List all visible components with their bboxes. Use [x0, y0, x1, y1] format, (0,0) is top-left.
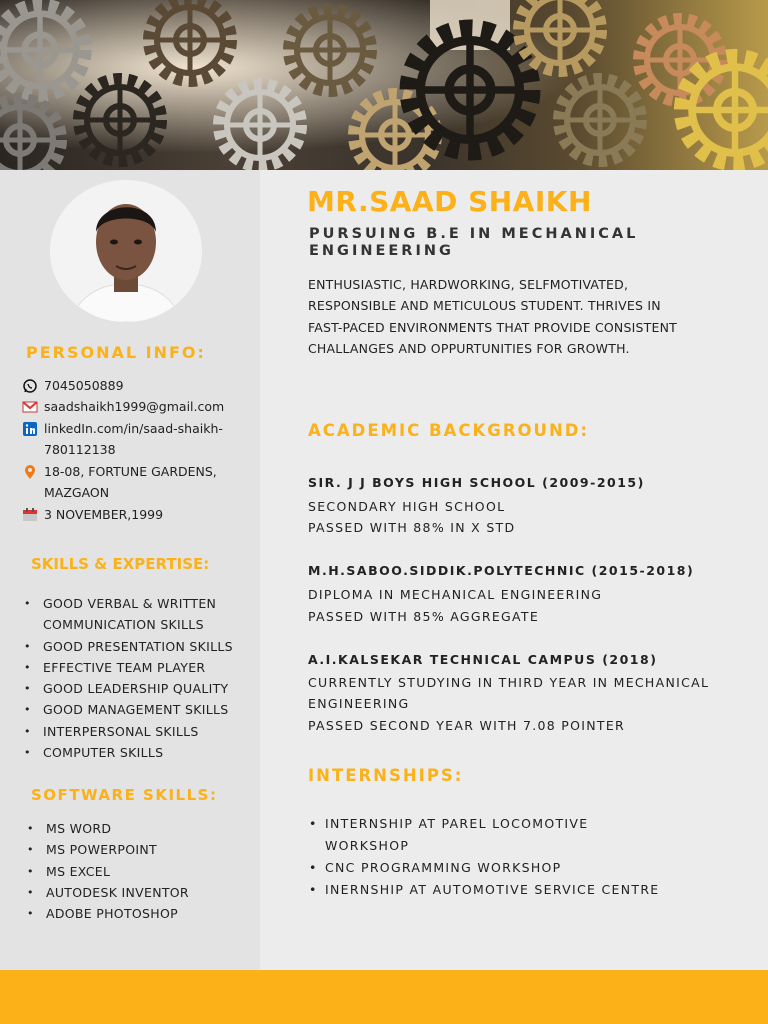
email-text: saadshaikh1999@gmail.com [44, 399, 225, 414]
linkedin-text-line1: linkedIn.com/in/saad-shaikh- [44, 421, 223, 436]
skill-item: • GOOD PRESENTATION SKILLS [43, 636, 233, 657]
education-detail: PASSED WITH 88% IN X STD [308, 520, 516, 535]
internship-item [325, 857, 660, 879]
education-detail: SECONDARY HIGH SCHOOL [308, 499, 506, 514]
location-pin-icon [22, 464, 38, 480]
skill-item: • EFFECTIVE TEAM PLAYER [43, 657, 233, 678]
education-title: M.H.SABOO.SIDDIK.POLYTECHNIC (2015-2018) [308, 563, 695, 578]
internship-item [325, 879, 660, 901]
header-banner-gears-image [0, 0, 768, 170]
skill-item: • GOOD MANAGEMENT SKILLS [43, 699, 233, 720]
software-item: • ADOBE PHOTOSHOP [46, 903, 189, 924]
calendar-icon [22, 507, 38, 523]
education-title: A.I.KALSEKAR TECHNICAL CAMPUS (2018) [308, 652, 658, 667]
profile-photo [50, 180, 202, 322]
internships-heading: INTERNSHIPS: [308, 766, 464, 785]
software-item: • MS POWERPOINT [46, 839, 189, 860]
linkedin-icon [22, 421, 38, 437]
education-detail: ENGINEERING [308, 696, 410, 711]
education-title: SIR. J J BOYS HIGH SCHOOL (2009-2015) [308, 475, 645, 490]
profile-summary: ENTHUSIASTIC, HARDWORKING, SELFMOTIVATED, RESPONSIBLE AND METICULOUS STUDENT. THRIVES IN FAST-PACED ENVIRONMENTS THAT PROVIDE CONSISTENT CHALLANGES AND OPPURTUNITIES FOR GROWTH. [308, 277, 677, 356]
gmail-icon [22, 399, 38, 415]
education-detail: CURRENTLY STUDYING IN THIRD YEAR IN MECHANICAL [308, 675, 710, 690]
candidate-name: MR.SAAD SHAIKH [307, 185, 592, 218]
skill-item: • GOOD LEADERSHIP QUALITY [43, 678, 233, 699]
skills-heading: SKILLS & EXPERTISE: [31, 555, 210, 573]
birthdate-text: 3 NOVEMBER,1999 [44, 507, 164, 522]
education-detail: PASSED WITH 85% AGGREGATE [308, 609, 540, 624]
skill-item: • COMPUTER SKILLS [43, 742, 233, 763]
internships-list [325, 813, 660, 901]
internship-item [325, 813, 660, 857]
software-skills-list [46, 818, 189, 924]
skill-item-continuation: COMMUNICATION SKILLS [43, 617, 204, 633]
internship-text: WORKSHOP [325, 838, 410, 853]
address-line2: MAZGAON [44, 485, 110, 500]
whatsapp-icon [22, 378, 38, 394]
internship-text: INERNSHIP AT AUTOMOTIVE SERVICE CENTRE [325, 882, 660, 897]
address-line1: 18-08, FORTUNE GARDENS, [44, 464, 217, 479]
phone-text: 7045050889 [44, 378, 124, 393]
left-sidebar [0, 170, 260, 970]
software-item: • MS EXCEL [46, 861, 189, 882]
software-skills-heading: SOFTWARE SKILLS: [31, 786, 218, 804]
footer-accent-bar [0, 970, 768, 1024]
main-content [260, 170, 768, 970]
personal-info-heading: PERSONAL INFO: [26, 343, 206, 362]
education-detail: PASSED SECOND YEAR WITH 7.08 POINTER [308, 718, 626, 733]
software-item: • MS WORD [46, 818, 189, 839]
gears-illustration [0, 0, 768, 170]
internship-text: INTERNSHIP AT PAREL LOCOMOTIVE [325, 816, 589, 831]
skills-list [43, 593, 233, 763]
skill-item: • INTERPERSONAL SKILLS [43, 721, 233, 742]
academic-background-heading: ACADEMIC BACKGROUND: [308, 421, 590, 440]
linkedin-text-line2: 780112138 [44, 442, 116, 457]
software-item: • AUTODESK INVENTOR [46, 882, 189, 903]
education-detail: DIPLOMA IN MECHANICAL ENGINEERING [308, 587, 603, 602]
internship-text: CNC PROGRAMMING WORKSHOP [325, 860, 562, 875]
skill-item: • GOOD VERBAL & WRITTEN [43, 593, 233, 614]
candidate-subtitle: PURSUING B.E IN MECHANICAL ENGINEERING [309, 226, 639, 259]
